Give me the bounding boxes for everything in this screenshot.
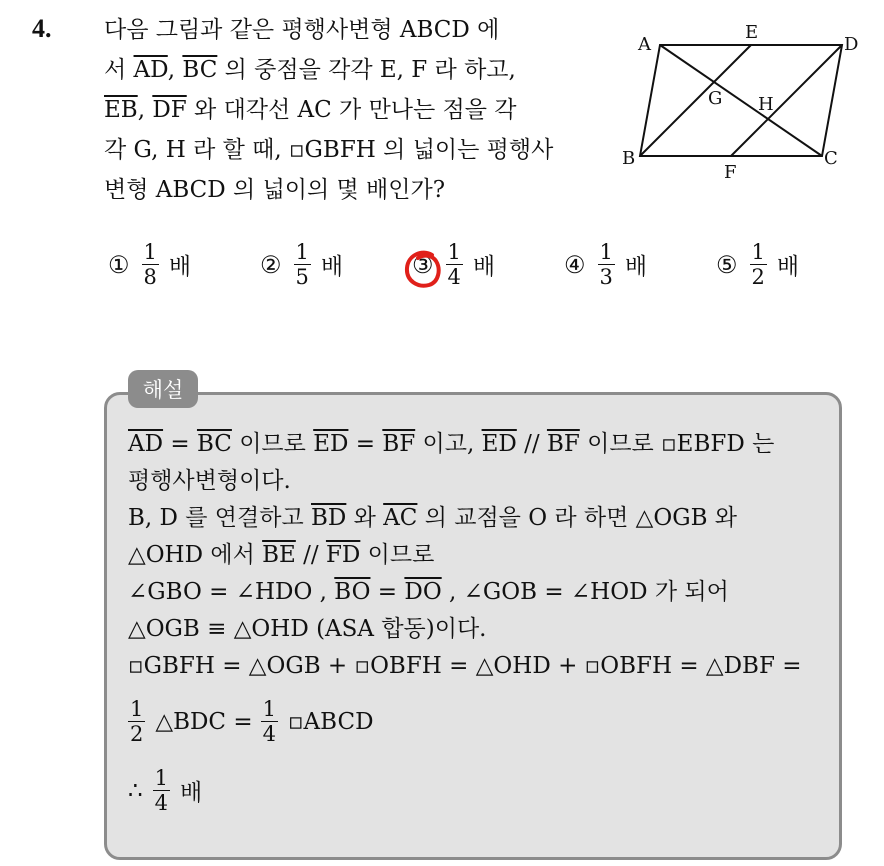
label-a: A (638, 34, 651, 55)
label-h: H (758, 94, 774, 115)
question-line-1: 다음 그림과 같은 평행사변형 ABCD 에 (104, 17, 500, 43)
parallelogram-figure (618, 18, 868, 188)
choice-1[interactable]: ① $\frac{1}{8}$ 배 (108, 240, 192, 289)
solution-line-5: ∠GBO = ∠HDO , $\overline{BO} = \overline{DO}$ , ∠GOB = ∠HOD 가 되어 (128, 579, 729, 605)
solution-conclusion: ∴ $\frac{1}{4}$ 배 (128, 766, 203, 815)
question-line-2: 서 $\overline{AD}$, $\overline{BC}$ 의 중점을 각각 E, F 라 하고, (104, 57, 516, 83)
question-number: 4. (32, 14, 52, 43)
question-line-4: 각 G, H 라 할 때, ▫GBFH 의 넓이는 평행사 (104, 137, 554, 163)
answer-circle-mark (402, 247, 444, 291)
choice-3[interactable]: ③ $\frac{1}{4}$ 배 (412, 240, 496, 289)
solution-line-3: B, D 를 연결하고 $\overline{BD}$ 와 $\overline{AC}$ 의 교점을 O 라 하면 △OGB 와 (128, 505, 738, 531)
label-d: D (844, 34, 859, 55)
solution-line-4: △OHD 에서 $\overline{BE} // \overline{FD}$ 이므로 (128, 542, 435, 568)
label-g: G (708, 88, 723, 109)
solution-text (128, 426, 828, 685)
label-f: F (724, 162, 737, 183)
solution-line-2: 평행사변형이다. (128, 468, 291, 494)
label-e: E (745, 22, 759, 43)
label-b: B (622, 148, 636, 169)
question-text (104, 10, 604, 210)
choice-5[interactable]: ⑤ $\frac{1}{2}$ 배 (716, 240, 800, 289)
choice-4[interactable]: ④ $\frac{1}{3}$ 배 (564, 240, 648, 289)
solution-line-8: $\frac{1}{2}$ △BDC = $\frac{1}{4}$ ▫ABCD (130, 697, 374, 746)
solution-line-7: ▫GBFH = △OGB + ▫OBFH = △OHD + ▫OBFH = △DBF = (128, 653, 802, 679)
solution-tag: 해설 (128, 370, 198, 408)
answer-choices (108, 240, 828, 310)
solution-line-6: △OGB ≡ △OHD (ASA 합동)이다. (128, 616, 487, 642)
choice-2[interactable]: ② $\frac{1}{5}$ 배 (260, 240, 344, 289)
label-c: C (824, 148, 838, 169)
solution-line-1: $\overline{AD} = \overline{BC}$ 이므로 $\overline{ED} = \overline{BF}$ 이고, $\overline{ED} // \overline{BF}$ 이므로 ▫EBFD 는 (128, 431, 775, 457)
diagonal-ac (660, 45, 822, 156)
question-line-3: $\overline{EB}$, $\overline{DF}$ 와 대각선 AC 가 만나는 점을 각 (104, 97, 517, 123)
question-line-5: 변형 ABCD 의 넓이의 몇 배인가? (104, 177, 446, 203)
